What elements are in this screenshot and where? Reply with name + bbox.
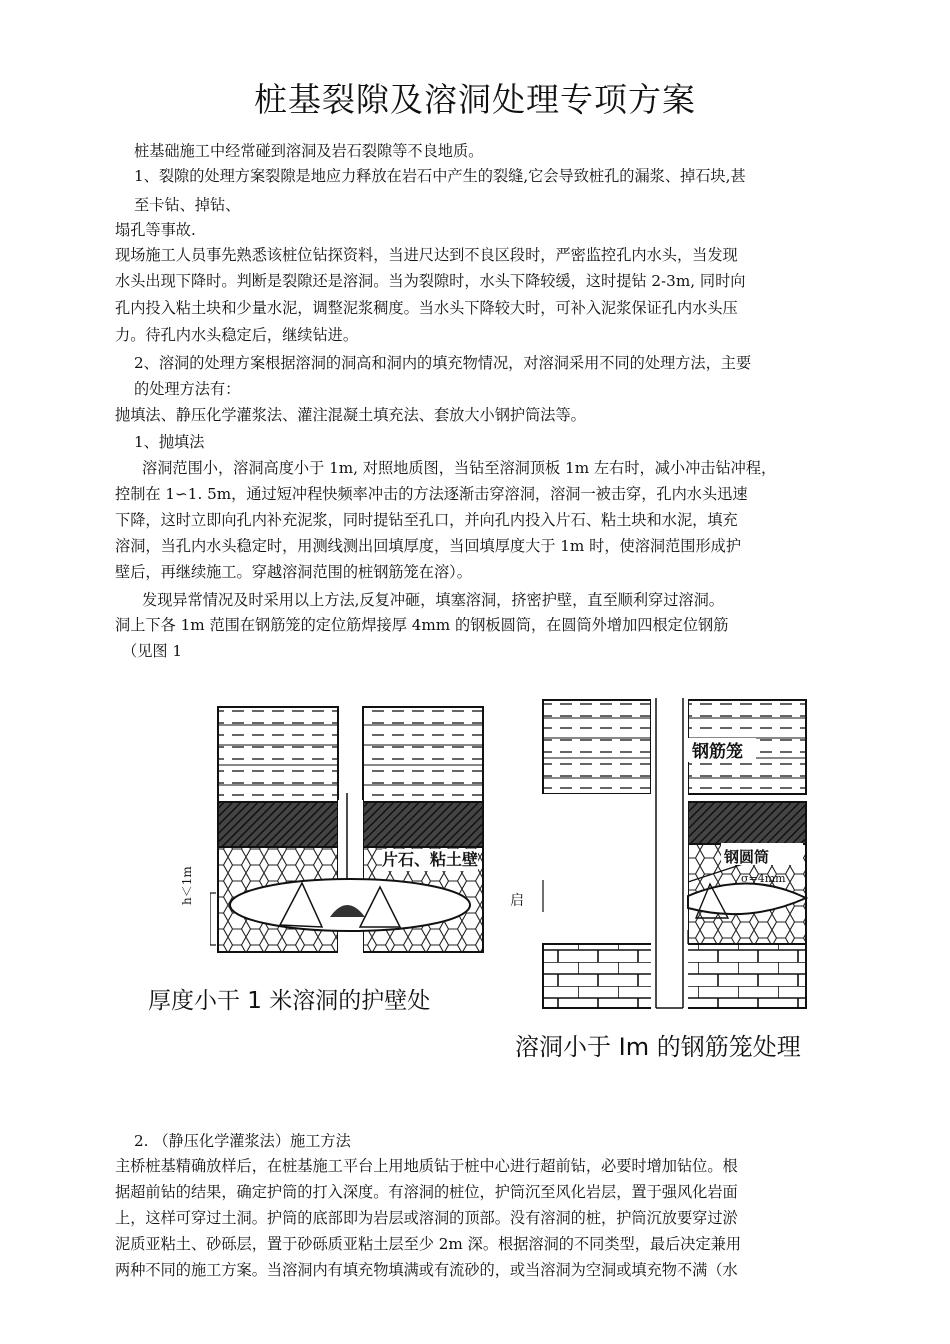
steel-cage-label: 钢筋笼 (692, 742, 743, 762)
paragraph-line: 控制在 1∽1. 5m，通过短冲程快频率冲击的方法逐渐击穿溶洞，溶洞一被击穿，孔内水头迅速 (115, 485, 748, 503)
paragraph-line: 孔内投入粘土块和少量水泥，调整泥浆稠度。当水头下降较大时，可补入泥浆保证孔内水头压 (115, 299, 738, 317)
paragraph-line: 1、抛填法 (134, 433, 205, 451)
paragraph-line: 洞上下各 1m 范围在钢筋笼的定位筋焊接厚 4mm 的钢板圆筒，在圆筒外增加四根定位钢筋 (115, 616, 729, 634)
paragraph-line: 两种不同的施工方案。当溶洞内有填充物填满或有流砂的，或当溶洞为空洞或填充物不满（水 (115, 1261, 738, 1279)
paragraph-line: 壁后，再继续施工。穿越溶洞范围的桩钢筋笼在溶）。 (115, 563, 472, 581)
figure-right-diagram (538, 698, 810, 1012)
paragraph-line: 至卡钻、掉钻、 (134, 196, 241, 214)
paragraph-line: 塌孔等事故. (115, 221, 196, 239)
paragraph-line: 2. （静压化学灌浆法）施工方法 (134, 1132, 351, 1150)
paragraph-line: 溶洞，当孔内水头稳定时，用测线测出回填厚度，当回填厚度大于 1m 时，使溶洞范围形成护 (115, 537, 742, 555)
paragraph-line: 据超前钻的结果，确定护筒的打入深度。有溶洞的桩位，护筒沉至风化岩层，置于强风化岩面 (115, 1183, 738, 1201)
paragraph-line: 力。待孔内水头稳定后，继续钻进。 (115, 326, 358, 344)
paragraph-line: 的处理方法有： (134, 380, 241, 398)
figure-left-diagram (210, 705, 500, 955)
steel-tube-label: 钢圆筒 (724, 848, 770, 866)
figure-right-caption: 溶洞小于 Im 的钢筋笼处理 (515, 1033, 801, 1061)
paragraph-line: 主桥桩基精确放样后，在桩基施工平台上用地质钻于桩中心进行超前钻，必要时增加钻位。根 (115, 1157, 738, 1175)
paragraph-line: 泥质亚粘土、砂砾层，置于砂砾质亚粘土层至少 2m 深。根据溶洞的不同类型，最后决定兼用 (115, 1235, 742, 1253)
thickness-label: σ=4mm (741, 872, 786, 885)
paragraph-line: （见图 1 (122, 642, 183, 660)
side-label: 启 (510, 893, 524, 909)
paragraph-line: 1、裂隙的处理方案裂隙是地应力释放在岩石中产生的裂缝,它会导致桩孔的漏浆、掉石块,甚 (134, 167, 746, 185)
paragraph-line: 下降，这时立即向孔内补充泥浆，同时提钻至孔口，并向孔内投入片石、粘土块和水泥，填充 (115, 511, 738, 529)
paragraph-line: 水头出现下降时。判断是裂隙还是溶洞。当为裂隙时，水头下降较缓，这时提钻 2-3m, 同时向 (115, 272, 746, 290)
height-dimension-label: h＜1m (180, 866, 194, 905)
paragraph-line: 现场施工人员事先熟悉该桩位钻探资料，当进尺达到不良区段时，严密监控孔内水头，当发现 (115, 246, 738, 264)
paragraph-line: 溶洞范围小，溶洞高度小于 1m, 对照地质图，当钻至溶洞顶板 1m 左右时，减小冲击钻冲程， (142, 459, 777, 477)
paragraph-line: 2、溶洞的处理方案根据溶洞的洞高和洞内的填充物情况，对溶洞采用不同的处理方法，主要 (134, 354, 752, 372)
paragraph-line: 发现异常情况及时采用以上方法,反复冲砸，填塞溶洞，挤密护壁，直至顺利穿过溶洞。 (142, 591, 724, 609)
paragraph-line: 桩基础施工中经常碰到溶洞及岩石裂隙等不良地质。 (134, 142, 484, 160)
paragraph-line: 抛填法、静压化学灌浆法、灌注混凝土填充法、套放大小钢护筒法等。 (115, 406, 586, 424)
figure-left-caption: 厚度小干 1 米溶洞的护壁处 (148, 988, 431, 1014)
fill-material-label: 片石、粘土壁 (382, 850, 479, 869)
document-title: 桩基裂隙及溶洞处理专项方案 (254, 80, 696, 119)
paragraph-line: 上，这样可穿过土洞。护筒的底部即为岩层或溶洞的顶部。没有溶洞的桩，护筒沉放要穿过淤 (115, 1209, 738, 1227)
